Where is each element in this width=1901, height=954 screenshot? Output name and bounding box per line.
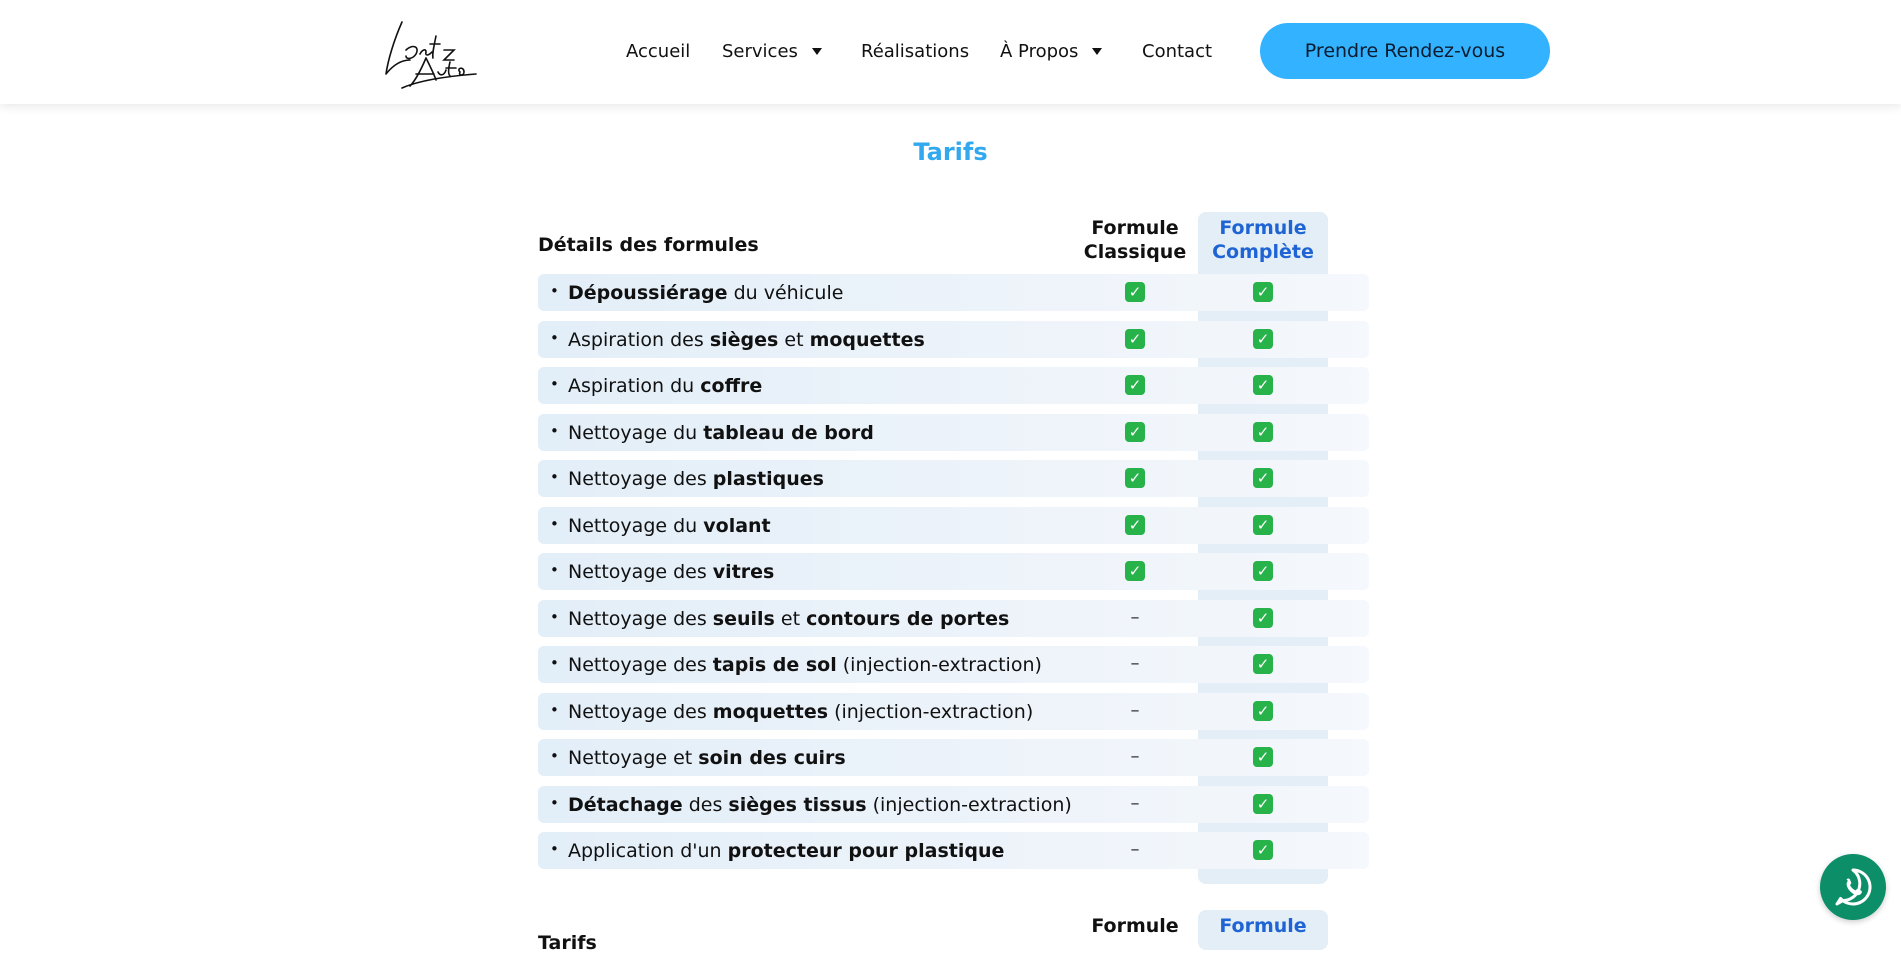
feature-label bbox=[568, 840, 1004, 862]
classique-cell bbox=[1070, 375, 1200, 395]
check-icon: ✓ bbox=[1253, 282, 1273, 302]
feature-label bbox=[568, 747, 846, 769]
nav-a-propos[interactable] bbox=[1000, 38, 1102, 64]
classique-cell bbox=[1070, 608, 1200, 628]
logo[interactable] bbox=[380, 16, 480, 90]
check-icon: ✓ bbox=[1253, 561, 1273, 581]
feature-label-bold: seuils bbox=[712, 607, 775, 630]
table-row bbox=[538, 832, 1369, 869]
section-title: Tarifs bbox=[913, 138, 988, 166]
bullet-icon: • bbox=[550, 282, 559, 300]
complete-cell bbox=[1198, 608, 1328, 628]
feature-label-text: Nettoyage des bbox=[568, 607, 713, 630]
table-row bbox=[538, 460, 1369, 497]
complete-cell bbox=[1198, 515, 1328, 535]
complete-cell bbox=[1198, 282, 1328, 302]
complete-cell bbox=[1198, 701, 1328, 721]
feature-label-text: Nettoyage des bbox=[568, 561, 713, 583]
feature-label-text: Nettoyage des bbox=[568, 468, 713, 490]
feature-label-text: et bbox=[774, 607, 807, 630]
bullet-icon: • bbox=[550, 328, 559, 347]
complete-cell bbox=[1198, 794, 1328, 814]
nav-accueil[interactable] bbox=[626, 38, 690, 64]
feature-label-bold: sièges tissus bbox=[728, 793, 867, 816]
classique-cell bbox=[1070, 654, 1200, 674]
table-row bbox=[538, 321, 1369, 358]
table-header-complete bbox=[1198, 216, 1328, 264]
complete-cell bbox=[1198, 654, 1328, 674]
feature-label bbox=[568, 468, 824, 490]
bullet-icon: • bbox=[550, 607, 559, 626]
feature-label bbox=[568, 654, 1042, 676]
bullet-icon: • bbox=[550, 654, 559, 672]
check-icon: ✓ bbox=[1253, 654, 1273, 674]
classique-cell bbox=[1070, 422, 1200, 442]
check-icon: ✓ bbox=[1125, 561, 1145, 581]
table-row bbox=[538, 553, 1369, 590]
feature-label-bold: contours de portes bbox=[806, 607, 1010, 630]
table-row bbox=[538, 786, 1369, 823]
complete-cell bbox=[1198, 329, 1328, 349]
feature-label bbox=[568, 282, 843, 304]
feature-label-bold: tapis de sol bbox=[712, 654, 837, 676]
feature-label-text: (injection-extraction) bbox=[828, 700, 1034, 723]
table-row bbox=[538, 693, 1369, 730]
feature-label-text: Aspiration du bbox=[568, 375, 701, 397]
feature-label bbox=[568, 422, 874, 444]
complete-cell bbox=[1198, 468, 1328, 488]
dash-mark: – bbox=[1130, 839, 1140, 860]
feature-label-text: Nettoyage et bbox=[568, 747, 699, 769]
nav-contact[interactable] bbox=[1142, 38, 1212, 64]
check-icon: ✓ bbox=[1253, 608, 1273, 628]
feature-label-text: Nettoyage du bbox=[568, 514, 704, 537]
check-icon: ✓ bbox=[1253, 747, 1273, 767]
table-row bbox=[538, 367, 1369, 404]
dash-mark: – bbox=[1130, 606, 1140, 628]
classique-cell bbox=[1070, 747, 1200, 767]
nav-label: Accueil bbox=[626, 40, 691, 62]
table-row bbox=[538, 414, 1369, 451]
next-table-header: Tarifs bbox=[538, 932, 597, 954]
nav-realisations[interactable] bbox=[861, 38, 969, 64]
feature-label-bold: protecteur pour plastique bbox=[727, 840, 1005, 862]
complete-cell bbox=[1198, 840, 1328, 860]
bullet-icon: • bbox=[550, 793, 559, 812]
bullet-icon: • bbox=[550, 514, 559, 533]
caret-down-icon bbox=[812, 48, 822, 55]
check-icon: ✓ bbox=[1253, 794, 1273, 814]
feature-label-bold: soin des cuirs bbox=[698, 747, 846, 769]
feature-label bbox=[568, 701, 1033, 723]
feature-label-bold: sièges bbox=[709, 328, 779, 351]
feature-label-text: (injection-extraction) bbox=[836, 654, 1042, 676]
nav-label: Contact bbox=[1142, 40, 1213, 62]
check-icon: ✓ bbox=[1253, 468, 1273, 488]
check-icon: ✓ bbox=[1125, 329, 1145, 349]
dash-mark: – bbox=[1130, 653, 1140, 674]
bullet-icon: • bbox=[550, 468, 559, 486]
dash-mark: – bbox=[1130, 792, 1140, 814]
check-icon: ✓ bbox=[1253, 701, 1273, 721]
feature-label bbox=[568, 375, 762, 397]
check-icon: ✓ bbox=[1253, 515, 1273, 535]
feature-label bbox=[568, 329, 925, 351]
classique-cell bbox=[1070, 468, 1200, 488]
header-line: Classique bbox=[1083, 241, 1187, 263]
nav-label: Services bbox=[722, 40, 798, 62]
check-icon: ✓ bbox=[1125, 468, 1145, 488]
feature-label bbox=[568, 561, 774, 583]
bullet-icon: • bbox=[550, 375, 559, 393]
next-header-complete: Formule bbox=[1219, 915, 1307, 937]
feature-label-bold: vitres bbox=[712, 561, 775, 583]
feature-label-text: Aspiration des bbox=[568, 328, 710, 351]
table-row bbox=[538, 600, 1369, 637]
table-header-details: Détails des formules bbox=[538, 234, 759, 256]
classique-cell bbox=[1070, 794, 1200, 814]
caret-down-icon bbox=[1092, 48, 1102, 55]
next-header-classique: Formule bbox=[1091, 915, 1179, 937]
bullet-icon: • bbox=[550, 561, 559, 579]
table-row bbox=[538, 274, 1369, 311]
feature-label bbox=[568, 794, 1072, 816]
feature-label-bold: tableau de bord bbox=[703, 421, 874, 444]
feature-label-bold: plastiques bbox=[712, 468, 824, 490]
dash-mark: – bbox=[1130, 699, 1140, 721]
feature-label-text: du véhicule bbox=[727, 282, 844, 304]
book-appointment-button[interactable]: Prendre Rendez-vous bbox=[1260, 23, 1550, 79]
nav-services[interactable] bbox=[722, 38, 822, 64]
check-icon: ✓ bbox=[1253, 422, 1273, 442]
nav-label: À Propos bbox=[1000, 40, 1079, 62]
site-header bbox=[0, 0, 1901, 104]
complete-cell bbox=[1198, 422, 1328, 442]
nav-label: Réalisations bbox=[861, 40, 970, 62]
whatsapp-icon bbox=[1832, 866, 1874, 908]
bullet-icon: • bbox=[550, 747, 559, 765]
feature-label-text: (injection-extraction) bbox=[866, 793, 1072, 816]
feature-label-text: Nettoyage des bbox=[568, 654, 713, 676]
table-row bbox=[538, 739, 1369, 776]
classique-cell bbox=[1070, 701, 1200, 721]
highlight-column-complete bbox=[1198, 212, 1328, 884]
feature-label-text: Nettoyage du bbox=[568, 421, 704, 444]
feature-label-bold: Détachage bbox=[568, 793, 683, 816]
classique-cell bbox=[1070, 282, 1200, 302]
table-row bbox=[538, 507, 1369, 544]
check-icon: ✓ bbox=[1253, 329, 1273, 349]
check-icon: ✓ bbox=[1253, 840, 1273, 860]
whatsapp-button[interactable] bbox=[1820, 854, 1886, 920]
bullet-icon: • bbox=[550, 421, 559, 440]
check-icon: ✓ bbox=[1125, 375, 1145, 395]
check-icon: ✓ bbox=[1253, 375, 1273, 395]
feature-label bbox=[568, 608, 1009, 630]
bullet-icon: • bbox=[550, 840, 559, 858]
classique-cell bbox=[1070, 561, 1200, 581]
feature-label-text: et bbox=[778, 328, 810, 351]
check-icon: ✓ bbox=[1125, 422, 1145, 442]
header-line: Formule bbox=[1091, 217, 1179, 239]
feature-label-text: des bbox=[682, 793, 729, 816]
classique-cell bbox=[1070, 329, 1200, 349]
feature-label-bold: moquettes bbox=[712, 700, 829, 723]
classique-cell bbox=[1070, 515, 1200, 535]
header-line: Formule bbox=[1219, 217, 1307, 239]
dash-mark: – bbox=[1130, 746, 1140, 767]
feature-label bbox=[568, 515, 771, 537]
logo-signature-icon bbox=[380, 16, 480, 90]
check-icon: ✓ bbox=[1125, 282, 1145, 302]
table-header-classique bbox=[1070, 216, 1200, 264]
complete-cell bbox=[1198, 747, 1328, 767]
feature-label-bold: coffre bbox=[700, 375, 763, 397]
feature-label-text: Nettoyage des bbox=[568, 700, 713, 723]
complete-cell bbox=[1198, 561, 1328, 581]
feature-label-bold: volant bbox=[703, 514, 771, 537]
complete-cell bbox=[1198, 375, 1328, 395]
table-row bbox=[538, 646, 1369, 683]
header-line: Complète bbox=[1212, 241, 1314, 263]
bullet-icon: • bbox=[550, 700, 559, 719]
feature-label-bold: Dépoussiérage bbox=[568, 282, 728, 304]
check-icon: ✓ bbox=[1125, 515, 1145, 535]
feature-label-bold: moquettes bbox=[809, 328, 925, 351]
feature-label-text: Application d'un bbox=[568, 840, 728, 862]
classique-cell bbox=[1070, 840, 1200, 860]
